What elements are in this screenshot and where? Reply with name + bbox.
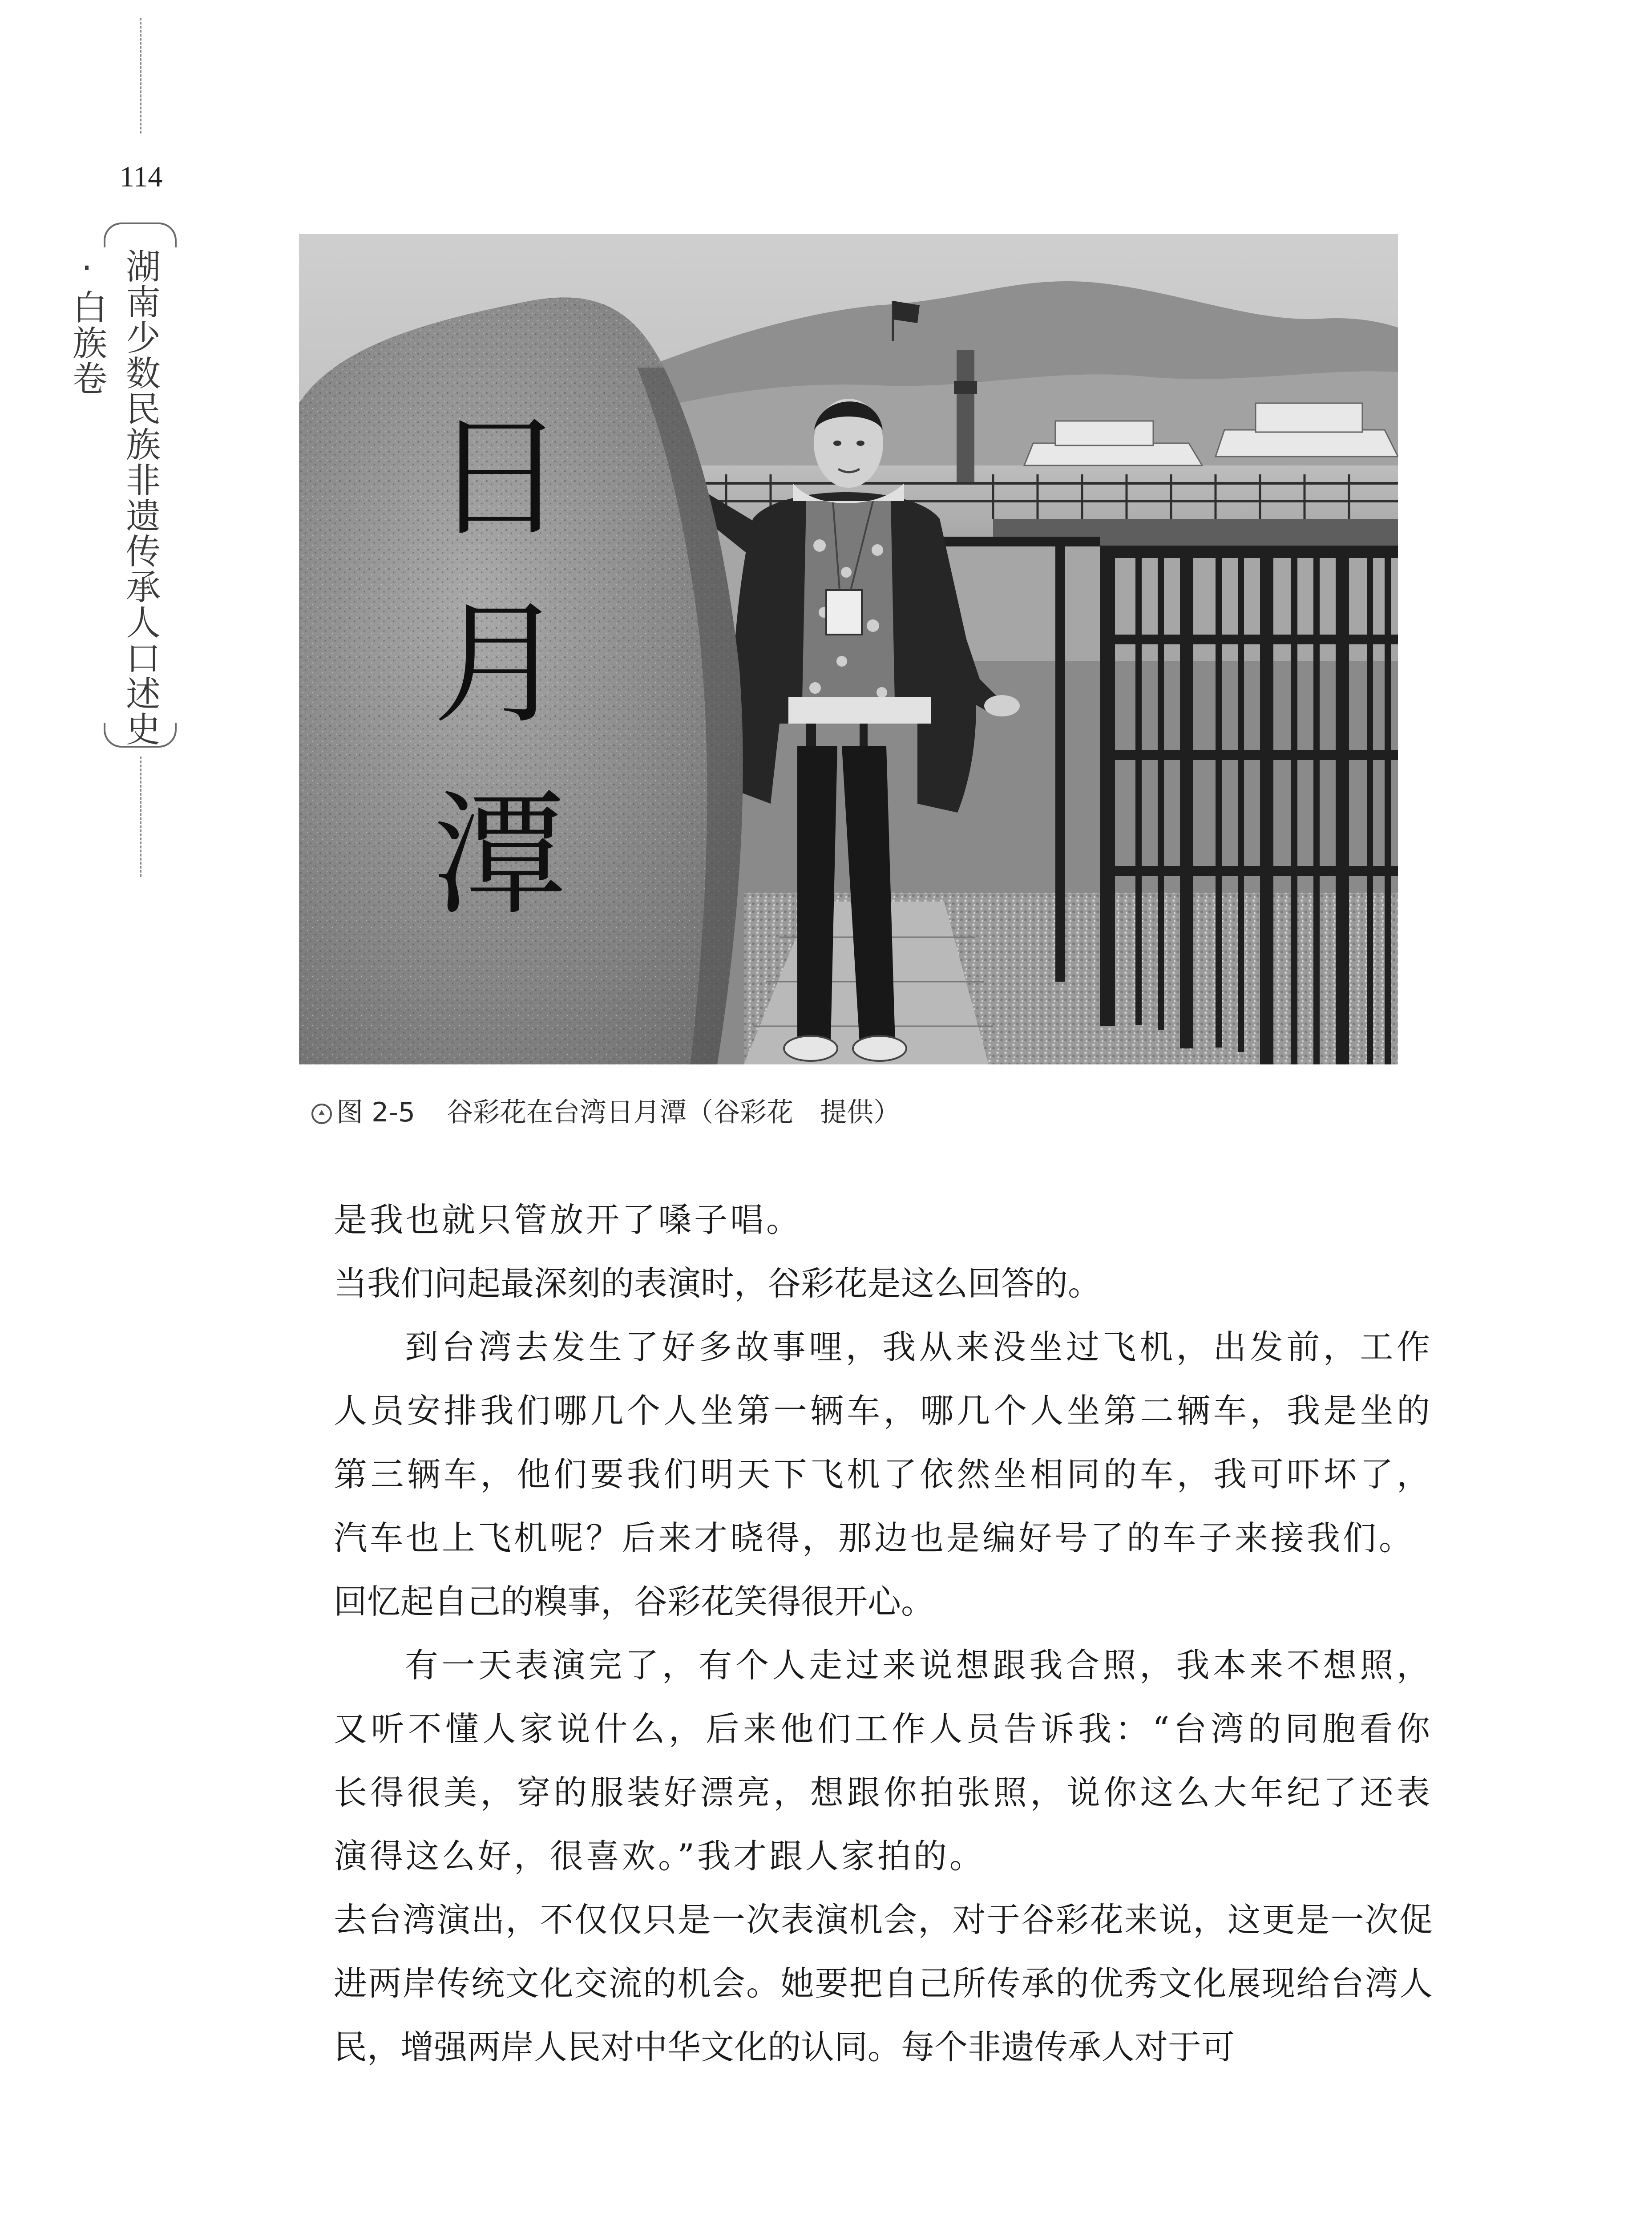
paragraph-narration: 当我们问起最深刻的表演时，谷彩花是这么回答的。 [334,1264,1102,1303]
bracket-top-ornament [104,222,177,247]
paragraph-quote: 有一天表演完了，有个人走过来说想跟我合照，我本来不想照，又听不懂人家说什么，后来他们工作人员告诉我：“台湾的同胞看你长得很美，穿的服装好漂亮，想跟你拍张照，说你这么大年纪了还表演得这么好，很喜欢。”我才跟人家拍的。 [334,1646,1433,1876]
svg-text:日: 日 [432,400,566,555]
paragraph-narration: 回忆起自己的糗事，谷彩花笑得很开心。 [334,1582,935,1621]
figure-marker-icon [311,1104,332,1124]
svg-text:潭: 潭 [432,778,566,933]
paragraph-narration: 去台湾演出，不仅仅只是一次表演机会，对于谷彩花来说，这更是一次促进两岸传统文化交流的机会。她要把自己所传承的优秀文化展现给台湾人民，增强两岸人民对中华文化的认同。每个非遗传承人对于可 [334,1900,1433,2067]
body-text [249,1188,1433,2079]
figure-caption [311,1095,1379,1130]
book-title: 湖南少数民族非遗传承人口述史·白族卷 [67,248,160,747]
running-head [67,222,185,748]
paragraph-quote: 到台湾去发生了好多故事哩，我从来没坐过飞机，出发前，工作人员安排我们哪几个人坐第一辆车，哪几个人坐第二辆车，我是坐的第三辆车，他们要我们明天下飞机了依然坐相同的车，我可吓坏了，汽车也上飞机呢？后来才晓得，那边也是编好号了的车子来接我们。 [334,1327,1433,1558]
page-number: 114 [119,161,163,193]
margin-divider-top [140,18,141,134]
photo-sun-moon-lake [299,234,1398,1064]
paragraph-quote-continued: 是我也就只管放开了嗓子唱。 [334,1200,803,1239]
bracket-bottom-ornament [104,723,177,748]
figure-label: 图 2-5 [336,1097,416,1128]
caption-text: 谷彩花在台湾日月潭（谷彩花 提供） [446,1097,901,1128]
svg-text:月: 月 [432,587,566,742]
margin-divider-bottom [140,756,141,877]
